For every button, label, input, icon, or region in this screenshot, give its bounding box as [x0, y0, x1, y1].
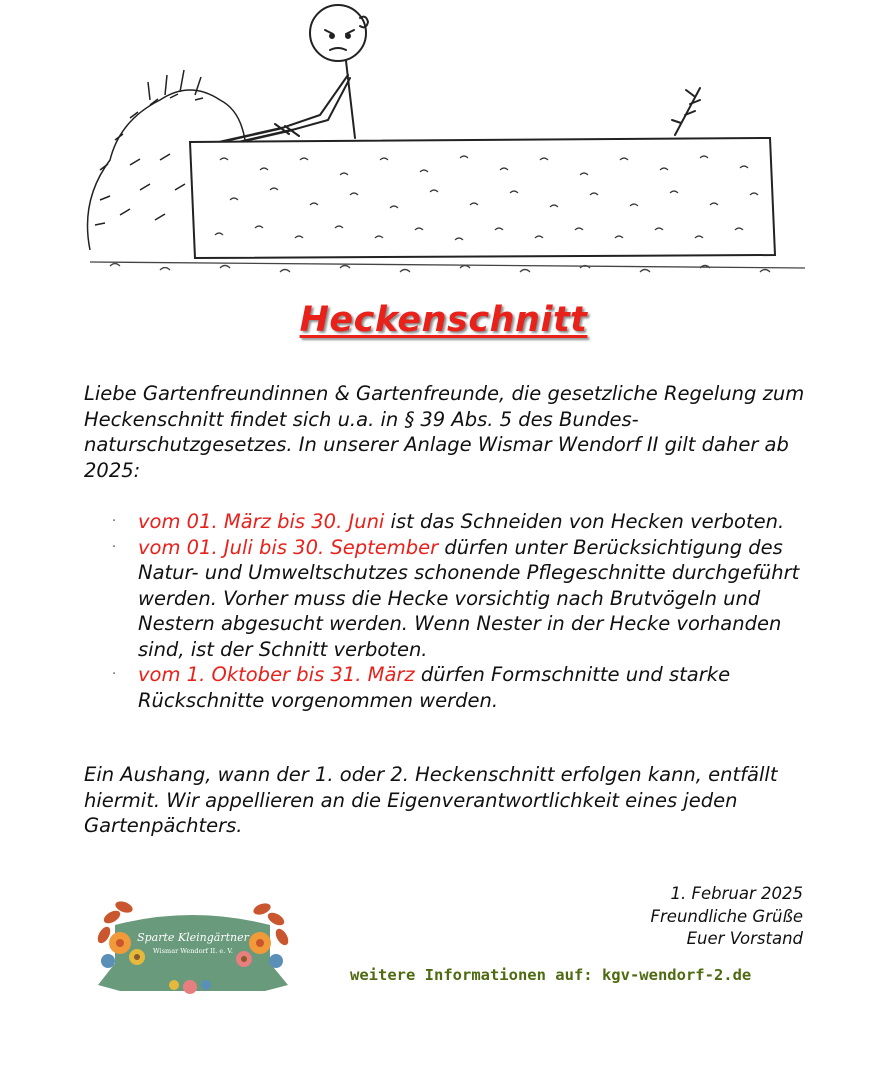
- hedge-cutting-illustration: [70, 0, 820, 295]
- info-link: weitere Informationen auf: kgv-wendorf-2.de: [350, 966, 752, 984]
- rule-text: dürfen Formschnitte und starke Rückschnitte vorgenommen werden.: [138, 663, 731, 712]
- list-item: [110, 509, 810, 535]
- list-item: [110, 535, 810, 663]
- bullet-icon: ·: [112, 514, 117, 529]
- signature-date: 1. Februar 2025: [670, 884, 803, 903]
- logo-line-1: Sparte Kleingärtner: [137, 931, 249, 944]
- logo-line-2: Wismar Wendorf II. e. V.: [153, 947, 233, 955]
- bullet-icon: ·: [112, 539, 117, 555]
- rule-text: dürfen unter Berücksichtigung des Natur- und Umweltschutzes schonende Pflegeschnitte durchgeführt werden. Vorher muss die Hecke vorsichtig nach Brutvögeln und Nestern abgesucht werden. Wenn Nester in der Hecke vorhanden sind, ist der Schnitt verboten.: [138, 535, 800, 661]
- rule-period: vom 01. Juli bis 30. September: [138, 535, 439, 559]
- signature-greeting: Freundliche Grüße: [650, 906, 803, 926]
- page-title: Heckenschnitt: [299, 300, 588, 340]
- intro-paragraph: Liebe Gartenfreundinnen & Gartenfreunde, die gesetzliche Regelung zum Heckenschnitt findet sich u.a. in § 39 Abs. 5 des Bundes-naturschutzgesetzes. In unserer Anlage Wismar Wendorf II gilt daher ab 2025:: [84, 382, 805, 482]
- outro-paragraph: Ein Aushang, wann der 1. oder 2. Heckenschnitt erfolgen kann, entfällt hiermit. Wir appellieren an die Eigenverantwortlichkeit eines jeden Gartenpächters.: [84, 763, 778, 837]
- list-item: [110, 662, 810, 713]
- bullet-icon: ·: [112, 667, 117, 682]
- rule-text: ist das Schneiden von Hecken verboten.: [384, 510, 785, 533]
- signature-sender: Euer Vorstand: [686, 929, 803, 948]
- signature-block: [651, 883, 803, 951]
- rule-period: vom 01. März bis 30. Juni: [138, 510, 385, 533]
- rule-period: vom 1. Oktober bis 31. März: [138, 663, 415, 686]
- rules-list: [110, 509, 810, 713]
- club-logo: [90, 895, 295, 1000]
